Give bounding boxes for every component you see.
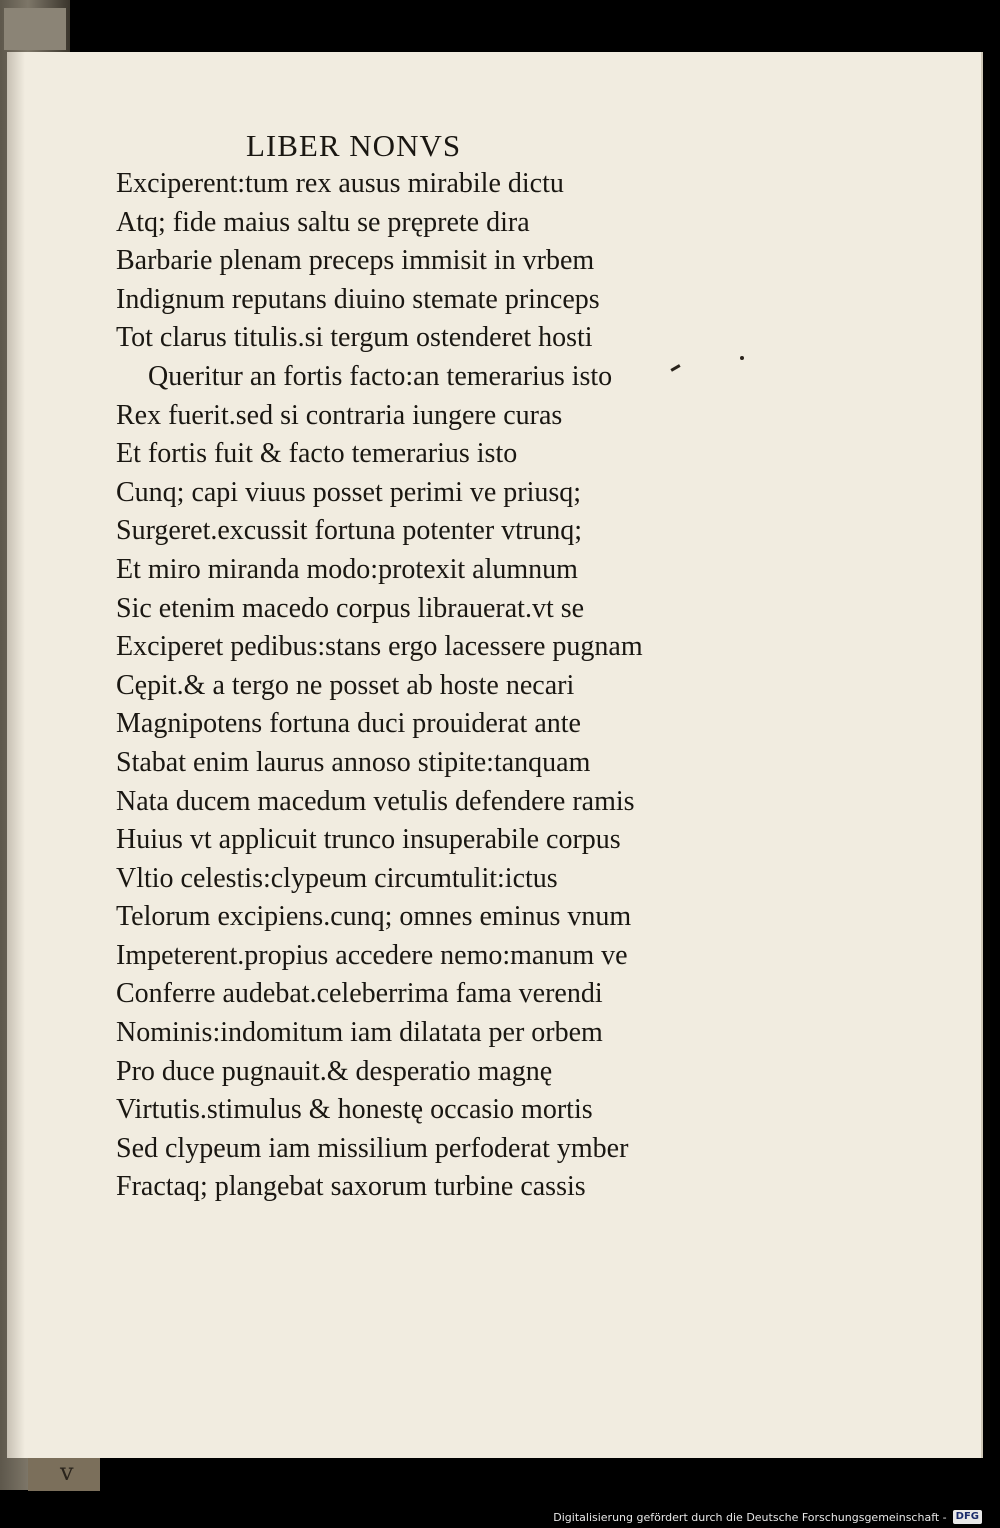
verse-line: Queritur an fortis facto:an temerarius isto	[148, 360, 613, 392]
verse-line: Huius vt applicuit trunco insuperabile corpus	[116, 824, 621, 856]
verse-line: Tot clarus titulis.si tergum ostenderet hosti	[116, 322, 593, 354]
page-heading: LIBER NONVS	[246, 128, 462, 163]
verse-line: Impeterent.propius accedere nemo:manum ve	[116, 939, 628, 971]
verse-line: Pro duce pugnauit.& desperatio magnę	[116, 1055, 553, 1087]
verse-line: Magnipotens fortuna duci prouiderat ante	[116, 708, 581, 740]
verse-line: Vltio celestis:clypeum circumtulit:ictus	[116, 862, 558, 894]
verse-line: Cępit.& a tergo ne posset ab hoste necari	[116, 669, 575, 701]
footer-credit	[553, 1510, 982, 1524]
verse-line: Sic etenim macedo corpus librauerat.vt se	[116, 592, 585, 624]
verse-line: Telorum excipiens.cunq; omnes eminus vnum	[116, 901, 632, 933]
verse-line: Stabat enim laurus annoso stipite:tanquam	[116, 746, 591, 778]
dfg-logo: DFG	[953, 1510, 982, 1524]
verse-line: Et miro miranda modo:protexit alumnum	[116, 553, 578, 585]
verse-line: Sed clypeum iam missilium perfoderat ymber	[116, 1132, 629, 1164]
verse-line: Barbarie plenam preceps immisit in vrbem	[116, 245, 595, 277]
verse-line: Fractaq; plangebat saxorum turbine cassis	[116, 1171, 586, 1203]
verse-line: Exciperent:tum rex ausus mirabile dictu	[116, 168, 564, 199]
verse-line: Exciperet pedibus:stans ergo lacessere pugnam	[116, 631, 643, 663]
verse-text-block	[116, 165, 676, 1207]
verse-line: Nata ducem macedum vetulis defendere ramis	[116, 785, 635, 817]
binding-top-patch	[4, 8, 66, 50]
page-gutter-shadow	[7, 52, 25, 1458]
verse-line: Conferre audebat.celeberrima fama verendi	[116, 978, 603, 1010]
binding-mark: v	[60, 1458, 74, 1486]
verse-line: Indignum reputans diuino stemate princeps	[116, 283, 600, 315]
verse-line: Rex fuerit.sed si contraria iungere curas	[116, 399, 563, 431]
verse-line: Surgeret.excussit fortuna potenter vtrunq;	[116, 515, 583, 547]
verse-line: Virtutis.stimulus & honestę occasio mortis	[116, 1094, 593, 1126]
verse-line: Cunq; capi viuus posset perimi ve priusq;	[116, 476, 582, 508]
verse-line: Nominis:indomitum iam dilatata per orbem	[116, 1017, 603, 1049]
footer-text: Digitalisierung gefördert durch die Deutsche Forschungsgemeinschaft -	[553, 1510, 947, 1524]
margin-dot	[740, 356, 744, 360]
verse-line: Atq; fide maius saltu se pręprete dira	[116, 206, 530, 238]
verse-line: Et fortis fuit & facto temerarius isto	[116, 438, 518, 470]
